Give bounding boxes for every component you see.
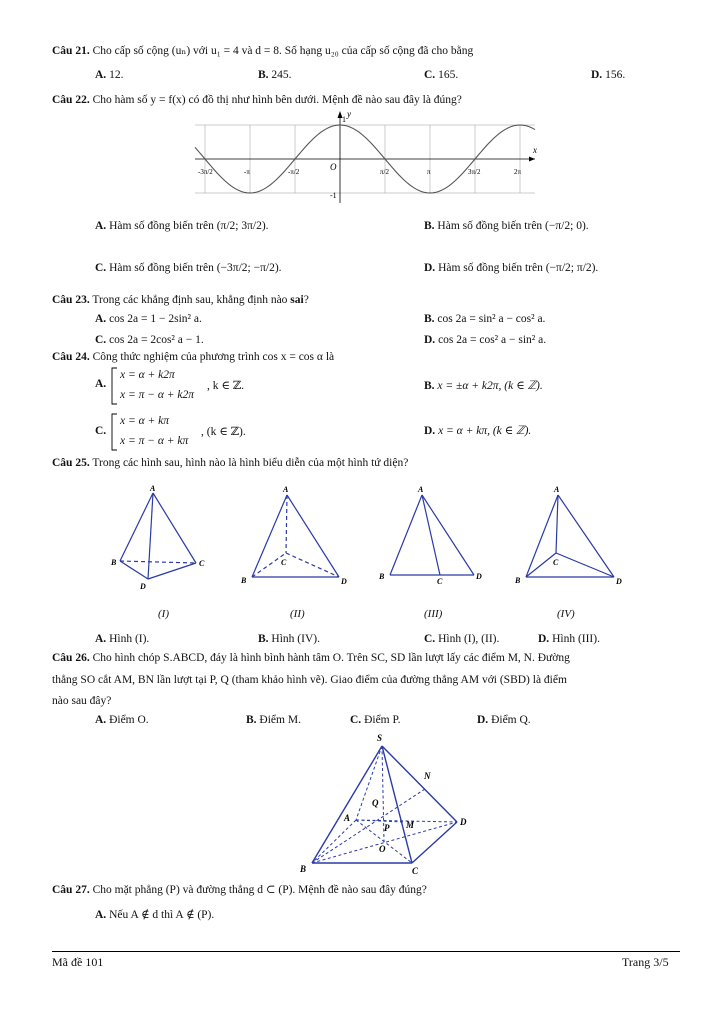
x-tick-label: π (427, 168, 431, 176)
vertex-label: A (150, 484, 156, 493)
option-b: B. x = ±α + k2π, (k ∈ ℤ). (424, 380, 543, 392)
option-c: C. (95, 425, 107, 437)
option-b: B. Hình (IV). (258, 633, 320, 645)
x-tick-label: π/2 (380, 168, 389, 176)
vertex-label: D (140, 582, 146, 591)
option-a: A. Hình (I). (95, 633, 150, 645)
x-tick-label: -π/2 (288, 168, 300, 176)
option-d: D. 156. (591, 69, 626, 81)
pyramid-figure (292, 730, 477, 878)
footer-rule (52, 951, 680, 952)
figure-caption: (III) (424, 608, 443, 620)
x-tick-label: 3π/2 (468, 168, 481, 176)
svg-text:C: C (437, 577, 443, 586)
svg-text:C: C (281, 558, 287, 567)
svg-text:D: D (616, 577, 622, 586)
svg-text:B: B (300, 864, 307, 874)
q26-stem: Câu 26. Cho hình chóp S.ABCD, đáy là hình bình hành tâm O. Trên SC, SD lần lượt lấy các điểm M, N. Đường (52, 652, 570, 664)
option-d: D. Hình (III). (538, 633, 600, 645)
vertex-label: C (199, 559, 205, 568)
option-d: D. Điểm Q. (477, 714, 531, 726)
formula-suffix: , (k ∈ ℤ). (201, 426, 246, 438)
svg-text:D: D (341, 577, 347, 586)
svg-text:C: C (553, 558, 559, 567)
q23-stem: Câu 23. Trong các khẳng định sau, khẳng định nào sai? (52, 294, 309, 306)
svg-text:B: B (379, 572, 385, 581)
axis-label-x: x (533, 145, 537, 155)
system-bracket (110, 367, 118, 405)
q21-stem (52, 44, 473, 59)
option-a: A. Hàm số đồng biến trên (π/2; 3π/2). (95, 220, 269, 232)
question-text: Cho cấp số cộng (uₙ) với u₁ = 4 và d = 8. Số hạng u₂₀ của cấp số cộng đã cho bằng (92, 45, 474, 57)
q22-stem: Câu 22. Cho hàm số y = f(x) có đồ thị như hình bên dưới. Mệnh đề nào sau đây là đúng? (52, 94, 462, 106)
svg-text:M: M (406, 820, 415, 830)
option-b: B. 245. (258, 69, 292, 81)
q26-stem-line: thẳng SO cắt AM, BN lần lượt tại P, Q (tham khảo hình vẽ). Giao điểm của đường thẳng AM với (SBD) là điểm (52, 674, 567, 686)
option-b: B. cos 2a = sin² a − cos² a. (424, 313, 546, 325)
option-b: B. Hàm số đồng biến trên (−π/2; 0). (424, 220, 589, 232)
svg-text:B: B (241, 576, 247, 585)
footer-page-number: Trang 3/5 (622, 955, 669, 969)
formula-line: x = π − α + k2π (120, 389, 195, 401)
footer-exam-code: Mã đề 101 (52, 955, 104, 969)
svg-text:A: A (344, 813, 351, 823)
svg-text:A: A (283, 485, 289, 494)
origin-label: O (330, 162, 337, 172)
formula-line: x = α + k2π (120, 369, 175, 381)
q24-stem: Câu 24. Công thức nghiệm của phương trình cos x = cos α là (52, 351, 335, 363)
option-c: C. 165. (424, 69, 459, 81)
sine-graph (190, 108, 540, 203)
y-tick-label: -1 (330, 191, 337, 200)
option-d: D. Hàm số đồng biến trên (−π/2; π/2). (424, 262, 599, 274)
system-bracket (110, 413, 118, 451)
x-tick-label: 2π (514, 168, 522, 176)
q27-stem: Câu 27. Cho mặt phẳng (P) và đường thẳng d ⊂ (P). Mệnh đề nào sau đây đúng? (52, 884, 427, 896)
svg-text:D: D (476, 572, 482, 581)
option-a: A. cos 2a = 1 − 2sin² a. (95, 313, 202, 325)
svg-text:Q: Q (372, 798, 379, 808)
question-label: Câu 21. (52, 45, 90, 57)
tetrahedron-figure-2 (237, 483, 352, 595)
svg-text:P: P (384, 823, 390, 833)
formula-line: x = α + kπ (120, 415, 170, 427)
svg-text:O: O (379, 844, 386, 854)
svg-text:B: B (515, 576, 521, 585)
option-c: C. Điểm P. (350, 714, 401, 726)
formula-line: x = π − α + kπ (120, 435, 189, 447)
vertex-label: B (111, 558, 117, 567)
x-tick-label: -π (244, 168, 250, 176)
option-d: D. x = α + kπ, (k ∈ ℤ). (424, 425, 532, 437)
x-tick-label: -3π/2 (198, 168, 213, 176)
figure-caption: (IV) (557, 608, 575, 620)
y-tick-label: 1 (342, 115, 346, 124)
option-a: A. Nếu A ∉ d thì A ∉ (P). (95, 909, 215, 921)
svg-text:A: A (418, 485, 424, 494)
figure-caption: (II) (290, 608, 305, 620)
option-d: D. cos 2a = cos² a − sin² a. (424, 334, 547, 346)
formula-suffix: , k ∈ ℤ. (207, 380, 245, 392)
tetrahedron-figure-1 (108, 483, 213, 595)
svg-text:C: C (412, 866, 419, 876)
q25-stem: Câu 25. Trong các hình sau, hình nào là hình biểu diễn của một hình tứ diện? (52, 457, 409, 469)
axis-label-y: y (347, 109, 351, 119)
option-c: C. Hình (I), (II). (424, 633, 500, 645)
option-a: A. 12. (95, 69, 124, 81)
option-c: C. Hàm số đồng biến trên (−3π/2; −π/2). (95, 262, 282, 274)
option-a: A. Điểm O. (95, 714, 149, 726)
option-c: C. cos 2a = 2cos² a − 1. (95, 334, 204, 346)
svg-text:D: D (460, 817, 467, 827)
tetrahedron-figure-4 (512, 483, 627, 595)
figure-caption: (I) (158, 608, 169, 620)
option-b: B. Điểm M. (246, 714, 301, 726)
q26-stem-line: nào sau đây? (52, 695, 112, 707)
svg-text:S: S (377, 733, 383, 743)
svg-text:N: N (424, 771, 431, 781)
tetrahedron-figure-3 (374, 483, 489, 595)
svg-text:A: A (554, 485, 560, 494)
option-a: A. (95, 378, 107, 390)
